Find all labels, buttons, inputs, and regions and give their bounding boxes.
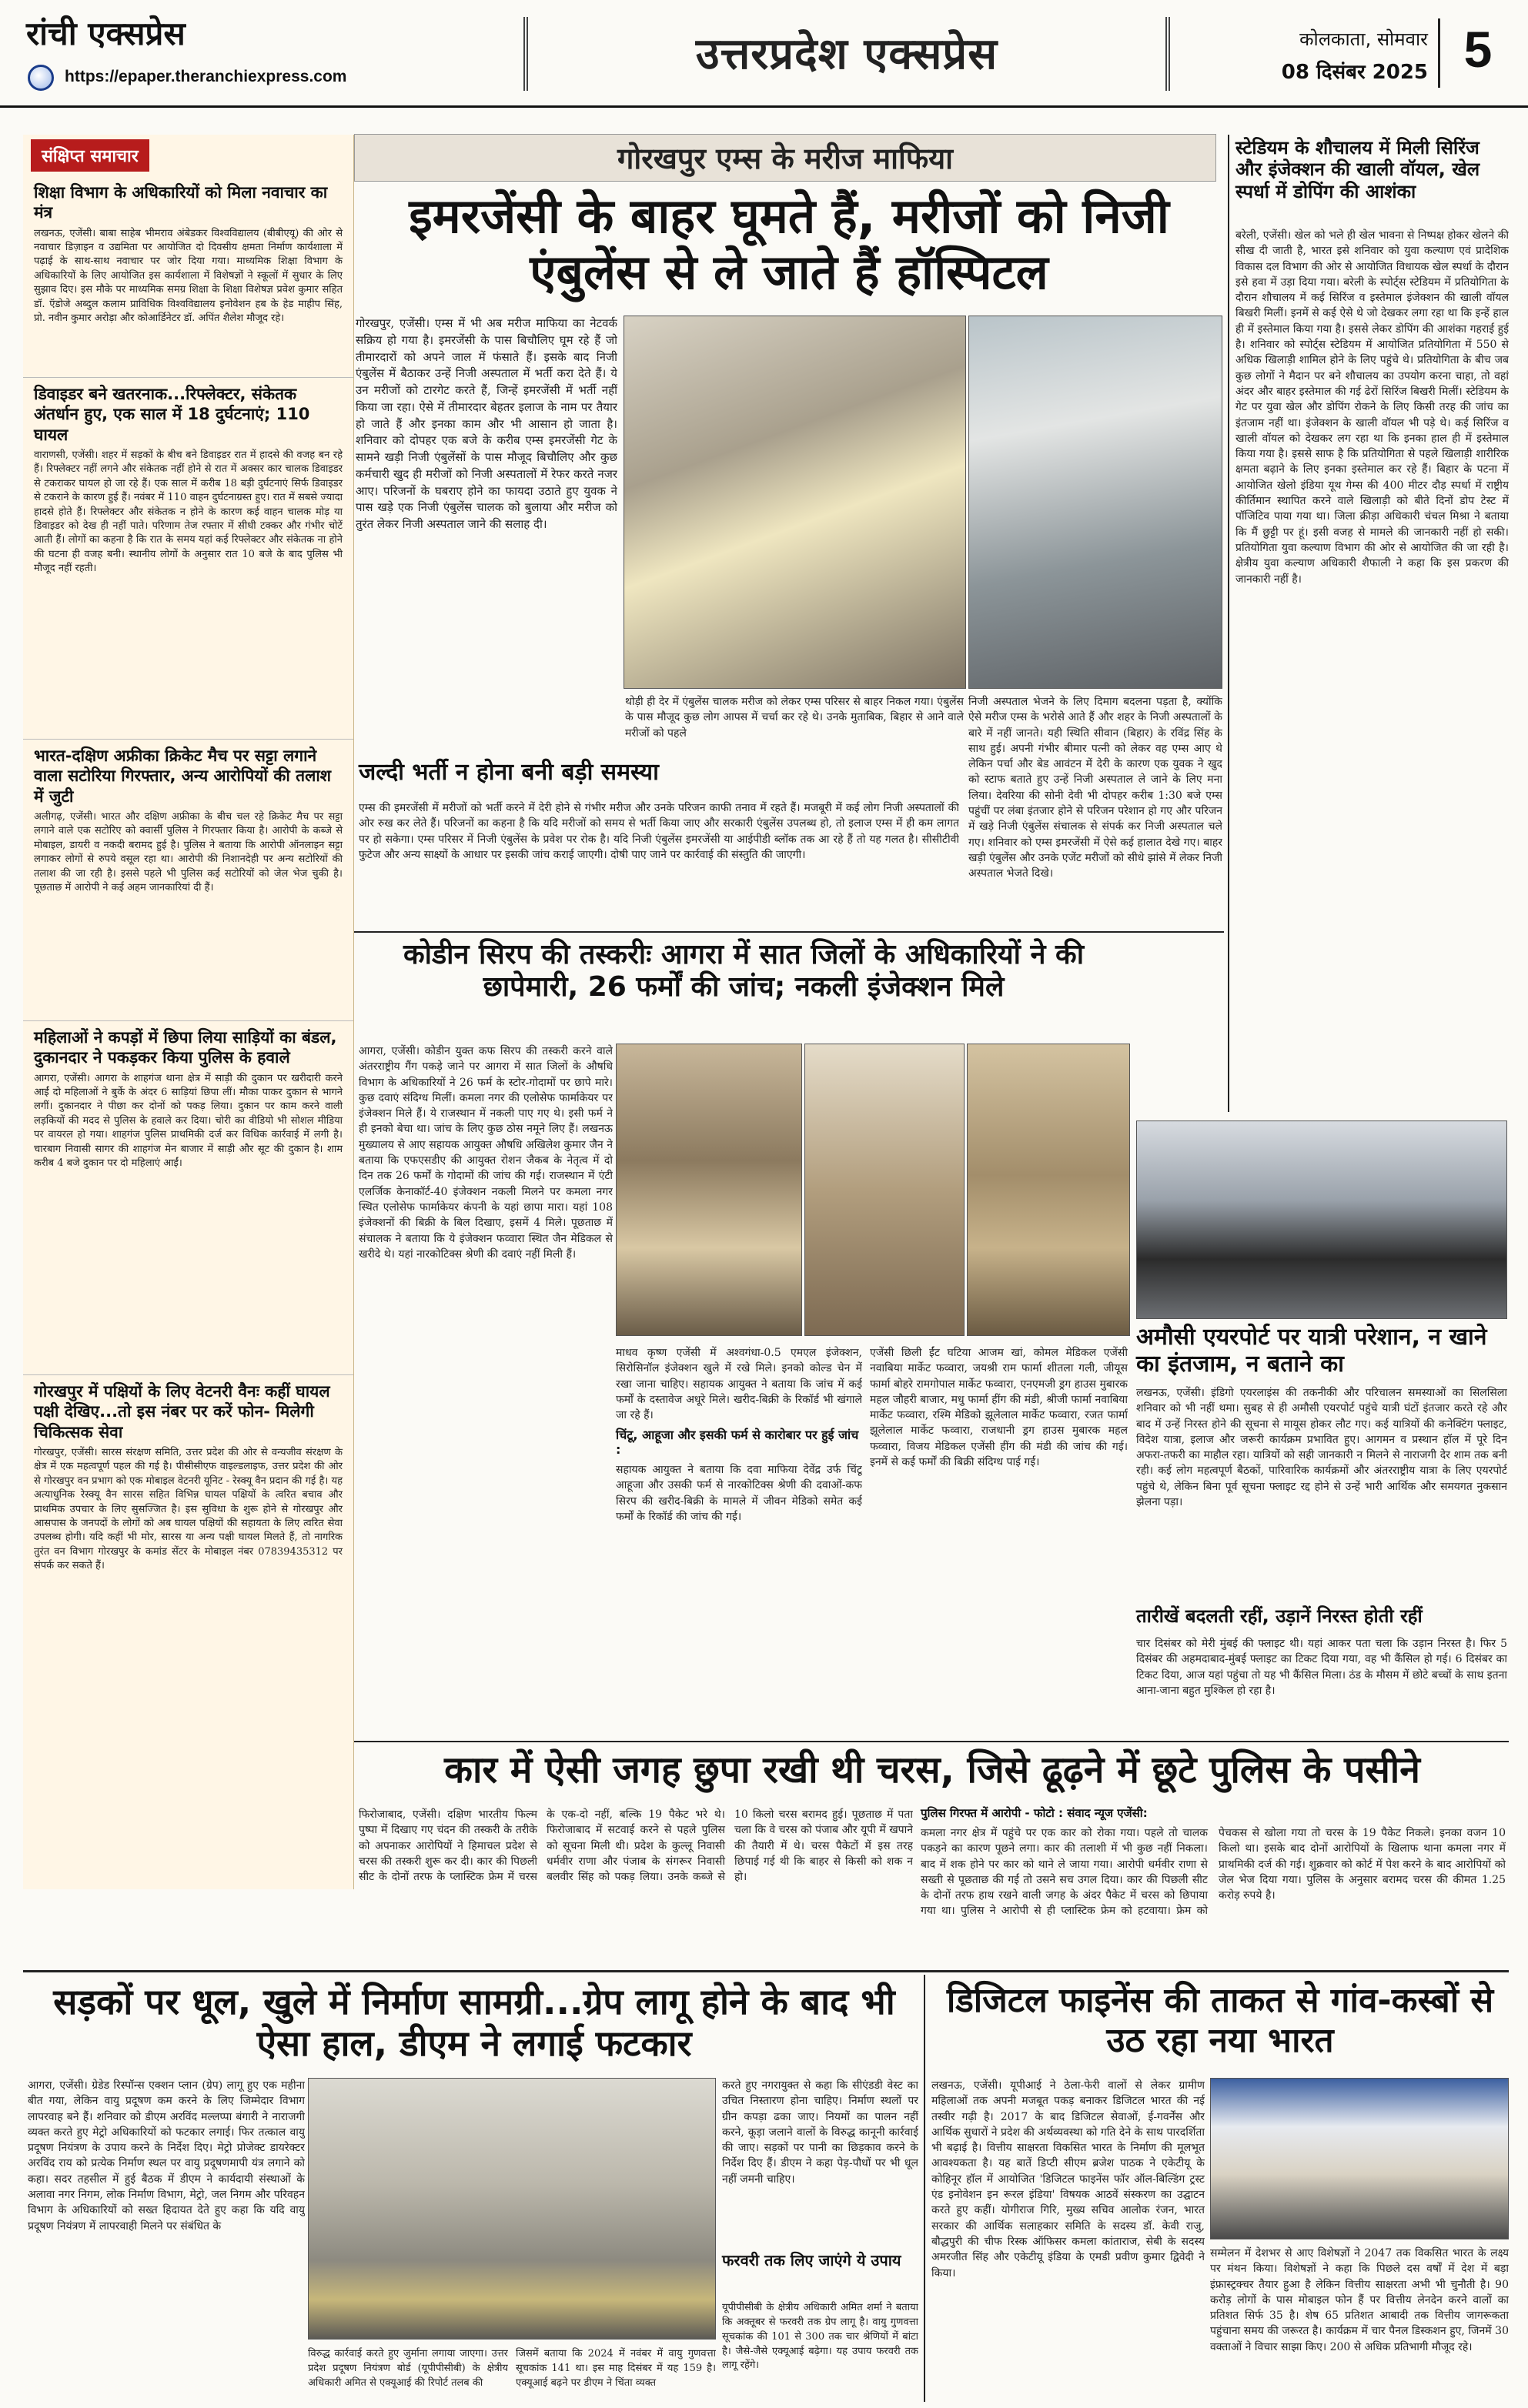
codeine-body: आगरा, एजेंसी। कोडीन युक्त कफ सिरप की तस्करी करने वाले अंतरराष्ट्रीय गैंग पकड़े जाने पर आगरा में सात जिलों के औषधि विभाग के अधिकारियों ने 26 फर्म के स्टोर-गोदामों पर छापे मारे। कुछ दवाएं संदिग्ध मिलीं। कमला नगर की एलोसेफ फार्माकेयर पर इंजेक्शन मिले हैं। ये राजस्थान में नकली पाए गए थे। इसी फर्म ने ही इनको बेचा था। जांच के लिए कुछ ठोस नमूने लिए हैं। लखनऊ मुख्यालय से आए सहायक आयुक्त औषधि अखिलेश कुमार जैन ने बताया कि एफएसडीए की आयुक्त रोशन जैकब के नेतृत्व में दो दिन तक 26 फर्मों के गोदामों की जांच की गई। राजस्थान में एंटी एलर्जिक केनाकॉर्ट-40 इंजेक्शन नकली मिलने पर कमला नगर स्थित एलोसेफ फार्माकेयर कंपनी के यहां छापा मारा। यहां 108 इंजेक्शनों की बिक्री के बिल दिखाए, इसमें 4 मिले। पूछताछ में संचालक ने बताया कि ये इंजेक्शन फव्वारा स्थित जैन मेडिकल से खरीदे थे। यहां नारकोटिक्स श्रेणी की दवाएं नहीं मिली हैं।	[359, 1045, 613, 1261]
globe-icon	[28, 65, 54, 91]
amausi-headline: अमौसी एयरपोर्ट पर यात्री परेशान, न खाने का इंतजाम, न बताने का	[1136, 1324, 1487, 1378]
paper-name: रांची एक्सप्रेस	[26, 15, 186, 52]
charas-subbody: कमला नगर क्षेत्र में पहुंचे पर एक कार को रोका गया। पहले तो चालक पकड़ने का कारण पूछने लगा। कार की तलाशी में भी कुछ नहीं निकला। बाद में शक होने पर कार को थाने ले जाया गया। आरोपी धर्मवीर राणा से सख्ती से पूछताछ की गई तो उसने सच उगल दिया। कार की पिछली सीट के दोनों तरफ हाथ रखने वाली जगह के अंदर पैकेट में चरस को छिपाया गया था। पुलिस ने आरोपी से ही प्लास्टिक फ्रेम को हटवाया। फ्रेम को पेचकस से खोला गया तो चरस के 19 पैकेट निकले। इनका वजन 10 किलो था। इसके बाद दोनों आरोपियों के खिलाफ थाना कमला नगर में प्राथमिकी दर्ज की गई। शुक्रवार को कोर्ट में पेश करने के बाद आरोपियों को जेल भेज दिया गया। पुलिस के अनुसार बरामद चरस की कीमत 1.25 करोड़ रुपये है।	[921, 1827, 1506, 1918]
gorakhpur-body: गोरखपुर, एजेंसी। एम्स में भी अब मरीज माफिया का नेटवर्क सक्रिय हो गया है। इमरजेंसी के पास बिचौलिए घूम रहे हैं जो तीमारदारों को अपने जाल में फंसाते हैं। इसके बाद निजी एंबुलेंस में बैठाकर उन्हें निजी अस्पताल में भर्ती करा देते हैं। ये उन मरीजों को टारगेट करते हैं, जिन्हें इमरजेंसी में भर्ती नहीं किया जा रहा। ऐसे में तीमारदार बेहतर इलाज के नाम पर तैयार हो जाते हैं और इनका काम और भी आसान हो जाता है। शनिवार को दोपहर एक बजे के करीब एम्स इमरजेंसी गेट के सामने खड़ी निजी एंबुलेंसों के पास मौजूद बिचौलिए और कुछ कर्मचारी खुद ही मरीजों को निजी अस्पतालों में रेफर करते नजर आए। परिजनों के घबराए होने का फायदा उठाते हुए युवक ने पास खड़े एक निजी एंबुलेंस चालक को बुलाया और मरीज को तुरंत लेकर निजी अस्पताल जाने की सलाह दी।	[356, 316, 617, 531]
dust-body: आगरा, एजेंसी। ग्रेडेड रिस्पॉन्स एक्शन प्लान (ग्रेप) लागू हुए एक महीना बीत गया, लेकिन वायु प्रदूषण कम करने के लिए जिम्मेदार विभाग लापरवाह बने हैं। शनिवार को डीएम अरविंद मल्लप्पा बंगारी ने नाराजगी व्यक्त करते हुए मेट्रो अधिकारियों को फटकार लगाई। फिर तत्काल वायु प्रदूषण नियंत्रण के उपाय करने के निर्देश दिए। मेट्रो प्रोजेक्ट डायरेक्टर अरविंद राय को प्रत्येक निर्माण स्थल पर वायु प्रदूषणमापी यंत्र लगाने को कहा। सदर तहसील में हुई बैठक में डीएम ने कार्यदायी संस्थाओं के अलावा नगर निगम, लोक निर्माण विभाग, मेट्रो, जल निगम और परिवहन विभाग के अधिकारियों को सख्त हिदायत देते हुए कहा कि यदि वायु प्रदूषण नियंत्रण में लापरवाही मिलने पर संबंधित के	[28, 2079, 305, 2233]
digital-col3: सम्मेलन में देशभर से आए विशेषज्ञों ने 2047 तक विकसित भारत के लक्ष्य पर मंथन किया। विशेषज्ञों ने कहा कि पिछले दस वर्षों में देश में बड़ा इंफ्रास्ट्रक्चर तैयार हुआ है लेकिन वित्तीय साक्षरता अभी भी चुनौती है। 90 करोड़ लोगों के पास मोबाइल फोन हैं पर वित्तीय लेनदेन करने वालों का प्रतिशत सिर्फ 35 है। शेष 65 प्रतिशत आबादी तक वित्तीय जागरूकता पहुंचाना समय की जरूरत है। कार्यक्रम में चार पैनल डिस्कशन हुए, जिनमें 30 वक्ताओं ने विचार साझा किए। 200 से अधिक प्रतिभागी मौजूद रहे।	[1210, 2247, 1509, 2353]
brief-news-sidebar	[23, 135, 354, 1889]
brief-body: आगरा, एजेंसी। आगरा के शाहगंज थाना क्षेत्र में साड़ी की दुकान पर खरीदारी करने आईं दो महिलाओं ने बुर्के के अंदर 6 साड़ियां छिपा लीं। मौका पाकर दुकान से भागने लगीं। दुकानदार ने पीछा कर दोनों को पकड़ लिया। दुकान पर काम करने वाली लड़कियों की मदद से पुलिस के हवाले कर दिया। चोरी का वीडियो भी सोशल मीडिया पर वायरल हो गया। शाहगंज पुलिस प्राथमिकी दर्ज कर विधिक कार्रवाई में लगी है। चारबाग निवासी सागर की शाहगंज मेन बाजार में साड़ी और सूट की दुकान है। शाम करीब 4 बजे दुकान पर दो महिलाएं आईं।	[34, 1072, 343, 1170]
hospital-gate-photo	[968, 316, 1222, 689]
divider	[354, 1741, 1509, 1742]
page-number-divider	[1438, 18, 1440, 88]
amausi-subbody: चार दिसंबर को मेरी मुंबई की फ्लाइट थी। यहां आकर पता चला कि उड़ान निरस्त है। फिर 5 दिसंबर की अहमदाबाद-मुंबई फ्लाइट का टिकट दिया गया, वह भी कैंसिल हो गई। 6 दिसंबर का टिकट दिया, आज यहां पहुंचा तो यह भी कैंसिल मिला। ठंड के मौसम में छोटे बच्चों के साथ इतना आना-जाना बहुत मुश्किल हो रहा है।	[1136, 1638, 1507, 1697]
codeine-body2: माधव कृष्ण एजेंसी में अश्वगंधा-0.5 एमएल इंजेक्शन, सिरोसिनॉल इंजेक्शन खुले में रखे मिले। इनको कोल्ड चेन में रखा जाना चाहिए। सहायक आयुक्त ने बताया कि जांच में कई फर्मों के दस्तावेज अधूरे मिले। खरीद-बिक्री के रिकॉर्ड भी खंगाले जा रहे हैं।	[616, 1347, 862, 1422]
brief-headline: डिवाइडर बने खतरनाक...रिफ्लेक्टर, संकेतक अंतर्धान हुए, एक साल में 18 दुर्घटनाएं; 110 घायल	[34, 385, 310, 444]
column-divider	[924, 1975, 925, 2402]
dust-headline: सड़कों पर धूल, खुले में निर्माण सामग्री...ग्रेप लागू होने के बाद भी ऐसा हाल, डीएम ने लगाई फटकार	[53, 1981, 895, 2065]
gorakhpur-kicker: गोरखपुर एम्स के मरीज माफिया	[354, 134, 1216, 182]
codeine-subhead: चिंटू, आहूजा और इसकी फर्म से कारोबार पर हुई जांच :	[616, 1428, 859, 1457]
amausi-body: लखनऊ, एजेंसी। इंडिगो एयरलाइंस की तकनीकी और परिचालन समस्याओं का सिलसिला शनिवार को भी नहीं थमा। सुबह से ही अमौसी एयरपोर्ट पहुंचे यात्री घंटों इंतजार करते रहे और बाद में उन्हें निरस्त होने की सूचना से मायूस होकर लौट गए। कई यात्रियों की कनेक्टिंग फ्लाइट, विदेश यात्रा, इलाज और जरूरी कार्यक्रम प्रभावित हुए। आगमन व प्रस्थान हॉल में पूरे दिन अफरा-तफरी का माहौल रहा। यात्रियों को सही जानकारी न मिलने से नाराजगी देर शाम तक बनी रही। कई लोग महत्वपूर्ण बैठकों, पारिवारिक कार्यक्रमों और अंतरराष्ट्रीय यात्रा के लिए एयरपोर्ट पहुंचे थे, लेकिन बिना पूर्व सूचना फ्लाइट रद्द होने से उन्हें भारी आर्थिक और समयगत नुकसान झेलना पड़ा।	[1136, 1387, 1507, 1509]
brief-item	[23, 378, 353, 740]
dust-col2: जिसमें बताया कि 2024 में नवंबर में वायु गुणवत्ता सूचकांक 141 था। इस माह दिसंबर में यह 159 है। एक्यूआई बढ़ने पर डीएम ने चिंता व्यक्त	[516, 2348, 716, 2389]
conference-photo	[1210, 2078, 1509, 2239]
dust-col3: करते हुए नगरायुक्त से कहा कि सीएंडडी वेस्ट का उचित निस्तारण होना चाहिए। निर्माण स्थलों पर ग्रीन कपड़ा ढका जाए। नियमों का पालन नहीं करने, कूड़ा जलाने वालों के विरुद्ध कानूनी कार्रवाई की जाए। सड़कों पर पानी का छिड़काव करने के निर्देश दिए हैं। डीएम ने कहा पेड़-पौधों पर भी धूल नहीं जमनी चाहिए।	[722, 2079, 918, 2186]
column-divider	[1228, 135, 1229, 1112]
epaper-url[interactable]: https://epaper.theranchiexpress.com	[65, 68, 347, 85]
city-day: कोलकाता, सोमवार	[1299, 28, 1428, 50]
brief-body: अलीगढ़, एजेंसी। भारत और दक्षिण अफ्रीका के बीच चल रहे क्रिकेट मैच पर सट्टा लगाने वाले एक सटोरिए को क्वार्सी पुलिस ने गिरफ्तार किया है। आरोपी के कब्जे से मोबाइल, डायरी व नकदी बरामद हुई है। पुलिस ने बताया कि आरोपी ऑनलाइन सट्टा लगाकर लोगों से रुपये वसूल रहा था। आरोपी की निशानदेही पर अन्य सटोरियों की तलाश की जा रही है। इससे पहले भी पुलिस कई सटोरियों को जेल भेज चुकी है। पूछताछ में आरोपी ने कई अहम जानकारियां दी हैं।	[34, 810, 343, 894]
brief-item	[23, 176, 353, 378]
brief-body: लखनऊ, एजेंसी। बाबा साहेब भीमराव अंबेडकर विश्वविद्यालय (बीबीएयू) की ओर से नवाचार डिज़ाइन व उद्यमिता पर आयोजित दो दिवसीय क्षमता निर्माण कार्यशाला में पढ़ाई के साथ-साथ नवाचार पर जोर दिया गया। माध्यमिक शिक्षा विभाग के अधिकारियों के लिए आयोजित इस कार्यशाला में विशेषज्ञों ने स्कूलों में सुधार के लिए सुझाव दिए। इस मौके पर माध्यमिक समग्र शिक्षा के शिक्षा विशेषज्ञ प्रवेश कुमार सहित डॉ. ऍडोजे अब्दुल कलाम प्राविधिक विश्वविद्यालय इनोवेशन हब के हेड माहीप सिंह, प्रो. नवीन कुमार अरोड़ा और कोआर्डिनेटर डॉ. अपिंत शैलेश मौजूद रहे।	[34, 227, 343, 325]
section-title: उत्तरप्रदेश एक्सप्रेस	[695, 29, 998, 79]
raid-photo-officials	[804, 1044, 965, 1336]
divider	[354, 931, 1224, 933]
masthead	[0, 0, 1528, 108]
brief-item	[23, 1375, 353, 1883]
brief-body: गोरखपुर, एजेंसी। सारस संरक्षण समिति, उत्तर प्रदेश की ओर से वन्यजीव संरक्षण के क्षेत्र में एक महत्वपूर्ण पहल की गई है। पीसीसीएफ वाइल्डलाइफ, उत्तर प्रदेश की ओर से गोरखपुर वन प्रभाग को एक मोबाइल वेटनरी यूनिट - रेस्क्यू वैन प्रदान की गई है। यह अत्याधुनिक रेस्क्यू वैन सारस सहित विभिन्न घायल पक्षियों के त्वरित बचाव और प्राथमिक उपचार के लिए सुसज्जित है। इस सुविधा के शुरू होने से गोरखपुर और आसपास के जनपदों के लोगों को अब घायल पक्षियों की सहायता के लिए त्वरित सेवा उपलब्ध होगी। यदि कहीं भी मोर, सारस या अन्य पक्षी घायल मिलते हैं, तो नागरिक तुरंत वन विभाग गोरखपुर के कमांड सेंटर के मोबाइल नंबर 07839435312 पर संपर्क कर सकते हैं।	[34, 1446, 343, 1572]
divider	[23, 1970, 1509, 1972]
codeine-headline: कोडीन सिरप की तस्करीः आगरा में सात जिलों के अधिकारियों ने की छापेमारी, 26 फर्मों की जांच; नकली इंजेक्शन मिले	[403, 939, 1085, 1004]
charas-body: फिरोजाबाद, एजेंसी। दक्षिण भारतीय फिल्म पुष्पा में दिखाए गए चंदन की तस्करी के तरीके को अपनाकर आरोपियों ने हिमाचल प्रदेश से चरस की तस्करी शुरू कर दी। कार की पिछली सीट के दोनों तरफ के प्लास्टिक फ्रेम में चरस के एक-दो नहीं, बल्कि 19 पैकेट भरे थे। फिरोजाबाद में सटवाई करने से पहले पुलिस को सूचना मिली थी। प्रदेश के कुल्लू निवासी धर्मवीर राणा और पंजाब के संगरूर निवासी बलवीर सिंह को पकड़ लिया। उनके कब्जे से 10 किलो चरस बरामद हुई। पूछताछ में पता चला कि वे चरस को पंजाब और यूपी में खपाने की तैयारी में थे। चरस पैकेटों में इस तरह छिपाई गई थी कि बाहर से किसी को शक न हो।	[359, 1809, 913, 1884]
brief-headline: गोरखपुर में पक्षियों के लिए वेटनरी वैनः कहीं घायल पक्षी देखिए...तो इस नंबर पर करें फोन- मिलेगी चिकित्सक सेवा	[34, 1382, 330, 1441]
brief-item	[23, 1021, 353, 1375]
smog-road-photo	[308, 2078, 716, 2340]
page-number: 5	[1463, 21, 1493, 78]
gorakhpur-subbody: एम्स की इमरजेंसी में मरीजों को भर्ती करने में देरी होने से गंभीर मरीज और उनके परिजन काफी तनाव में रहते हैं। मजबूरी में कई लोग निजी अस्पतालों की ओर रुख कर लेते हैं। परिजनों का कहना है कि यदि मरीजों को समय से भर्ती किया जाए और सरकारी एंबुलेंस उपलब्ध हो, तो इलाज एम्स में ही कम लागत पर हो सकेगा। एम्स परिसर में निजी एंबुलेंस के प्रवेश पर रोक है। यदि निजी एंबुलेंस इमरजेंसी या आईपीडी ब्लॉक तक आ रहे हैं तो यह गलत है। सीसीटीवी फुटेज और अन्य साक्ष्यों के आधार पर इसकी जांच कराई जाएगी। दोषी पाए जाने पर कार्रवाई की संस्तुति की जाएगी।	[359, 802, 959, 861]
stadium-body: बरेली, एजेंसी। खेल को भले ही खेल भावना से निष्पक्ष होकर खेलने की सीख दी जाती है, भारत इसे शनिवार को युवा कल्याण एवं प्रादेशिक विकास दल विभाग की ओर से आयोजित विधायक खेल स्पर्धा के दौरान इसे हवा में उड़ा दिया गया। बरेली के स्पोर्ट्स स्टेडियम में प्रतियोगिता के दौरान शौचालय में कई सिरिंज व इस्तेमाल इंजेक्शन की खाली वॉयल बिखरी मिलीं। इनमें से कई ऐसे थे जो देखकर लगा रहा था कि इन्हें हाल ही में इस्तेमाल किया गया है। इससे लेकर डोपिंग की आशंका गहराई हुई है। शनिवार को स्पोर्ट्स स्टेडियम में आयोजित प्रतियोगिता में 550 से अधिक खिलाड़ी शामिल होने के लिए पहुंचे थे। प्रतियोगिता के बीच जब कुछ लोगों ने मैदान पर बने शौचालय का उपयोग करना चाहा, तो वहां अंदर और बाहर इस्तेमाल की गई ढेरों सिरिंज बिखरी मिलीं। स्टेडियम के गेट पर युवा खेल और डोपिंग रोकने के लिए किसी तरह की जांच का इंतजाम नहीं था। इंजेक्शन के खाली वॉयल भी पड़े थे। कई सिरिंज व खाली वॉयल को देखकर लग रहा था कि इनका हाल ही में इस्तेमाल किया गया है। इससे साफ है कि प्रतियोगिता से पहले खिलाड़ी शारीरिक क्षमता बढ़ाने के लिए इनका इस्तेमाल कर रहे हैं। बिहार के पटना में आयोजित खेलो इंडिया यूथ गेम्स की 400 मीटर दौड़ स्पर्धा में राष्ट्रीय कीर्तिमान स्थापित करने वाले खिलाड़ी को बीते दिनों डोप टेस्ट में पॉजिटिव पाया गया था। जिला क्रीड़ा अधिकारी चंचल मिश्रा ने बताया कि मैं छुट्टी पर हूं। इसी वजह से मामले की जानकारी नहीं हो सकी। प्रतियोगिता युवा कल्याण विभाग की ओर से आयोजित की जा रही है। क्षेत्रीय युवा कल्याण अधिकारी शैफाली ने कहा कि इस प्रकरण की जानकारी नहीं है।	[1235, 229, 1509, 586]
sidebar-label: संक्षिप्त समाचार	[31, 139, 149, 172]
digital-body: लखनऊ, एजेंसी। यूपीआई ने ठेला-फेरी वालों से लेकर ग्रामीण महिलाओं तक अपनी मजबूत पकड़ बनाकर डिजिटल भारत की नई तस्वीर गढ़ी है। 2017 के बाद डिजिटल सेवाओं, ई-गवर्नेंस और आर्थिक सुधारों ने प्रदेश की अर्थव्यवस्था को गति देने के साथ पारदर्शिता भी बढ़ाई है। वित्तीय साक्षरता विकसित भारत के निर्माण की मूलभूत आवश्यकता है। यह बातें डिप्टी सीएम ब्रजेश पाठक ने एकेटीयू के कोहिनूर हॉल में आयोजित 'डिजिटल फाइनेंस फॉर ऑल-बिल्डिंग ट्रस्ट एंड इनोवेशन इन रूरल इंडिया' विषयक आठवें संस्करण का उद्घाटन करते हुए कहीं। योगीराज गिरि, मुख्य सचिव आलोक रंजन, भारत सरकार की आर्थिक सलाहकार समिति के सदस्य डॉ. केवी राजु, बौद्धपुरी की चीफ रिस्क ऑफिसर कमला कांताराज, सेबी के सदस्य अमरजीत सिंह और एकेटीयू इंडिया के एमडी प्रवीण कुमार द्विवेदी ने किया।	[931, 2079, 1205, 2279]
amausi-subhead: तारीखें बदलती रहीं, उड़ानें निरस्त होती रहीं	[1136, 1605, 1423, 1627]
brief-headline: महिलाओं ने कपड़ों में छिपा लिया साड़ियों का बंडल, दुकानदार ने पकड़कर किया पुलिस के हवाले	[34, 1028, 337, 1067]
digital-headline: डिजिटल फाइनेंस की ताकत से गांव-कस्बों से उठ रहा नया भारत	[946, 1981, 1494, 2060]
brief-headline: शिक्षा विभाग के अधिकारियों को मिला नवाचार का मंत्र	[34, 183, 328, 222]
airport-passengers-photo	[1136, 1121, 1507, 1319]
gorakhpur-subhead: जल्दी भर्ती न होना बनी बड़ी समस्या	[359, 759, 659, 786]
stadium-headline: स्टेडियम के शौचालय में मिली सिरिंज और इंजेक्शन की खाली वॉयल, खेल स्पर्धा में डोपिंग की आशंका	[1235, 137, 1480, 202]
brief-headline: भारत-दक्षिण अफ्रीका क्रिकेट मैच पर सट्टा लगाने वाला सटोरिया गिरफ्तार, अन्य आरोपियों की तलाश में जुटी	[34, 746, 332, 806]
gorakhpur-photo-caption: थोड़ी ही देर में एंबुलेंस चालक मरीज को लेकर एम्स परिसर से बाहर निकल गया। एंबुलेंस के पास मौजूद कुछ लोग आपस में चर्चा कर रहे थे। उनके मुताबिक, बिहार से आने वाले मरीजों को पहले	[625, 696, 964, 740]
raid-photo-shelves	[616, 1044, 802, 1336]
dust-subhead: फरवरी तक लिए जाएंगे ये उपाय	[722, 2251, 901, 2269]
brief-item	[23, 740, 353, 1021]
codeine-subbody: सहायक आयुक्त ने बताया कि दवा माफिया देवेंद्र उर्फ चिंटू आहूजा और उसकी फर्म से नारकोटिक्स श्रेणी की दवाओं-कफ सिरप की खरीद-बिक्री के मामले में जीवन मेडिको समेत कई फर्मों के रिकॉर्ड की जांच की गई।	[616, 1464, 862, 1523]
charas-headline: कार में ऐसी जगह छुपा रखी थी चरस, जिसे ढूढ़ने में छूटे पुलिस के पसीने	[444, 1748, 1420, 1792]
charas-subhead: पुलिस गिरफ्त में आरोपी - फोटो : संवाद न्यूज एजेंसी:	[921, 1806, 1148, 1820]
gorakhpur-headline: इमरजेंसी के बाहर घूमते हैं, मरीजों को निजी एंबुलेंस से ले जाते हैं हॉस्पिटल	[409, 188, 1169, 301]
ambulance-photo	[624, 316, 966, 689]
codeine-body3: एजेंसी छिली ईंट घटिया आजम खां, कोमल मेडिकल एजेंसी नवाबिया मार्केट फव्वारा, जयश्री राम फार्मा शीतला गली, जीयूस फार्मा बोहरे रामगोपाल मार्केट फव्वारा, एनएमजी ड्रग हाउस मुबारक महल जौहरी बाजार, मधु फार्मा हींग की मंडी, श्रीजी फार्मा नवाबिया मार्केट फव्वारा, रश्मि मेडिको झूलेलाल मार्केट फव्वारा, रजत फार्मा झूलेलाल मार्केट फव्वारा, राजधानी ड्रग हाउस मुबारक महल फव्वारा, विजय मेडिकल एजेंसी हींग की मंडी की जांच की गई। इनमें से कई फर्मों की बिक्री संदिग्ध पाई गई।	[870, 1347, 1128, 1469]
dust-subbody: यूपीपीसीबी के क्षेत्रीय अधिकारी अमित शर्मा ने बताया कि अक्तूबर से फरवरी तक ग्रेप लागू है। वायु गुणवत्ता सूचकांक की 101 से 300 तक चार श्रेणियों में बांटा है। जैसे-जैसे एक्यूआई बढ़ेगा। यह उपाय फरवरी तक लागू रहेंगे।	[722, 2302, 918, 2372]
raid-photo-boxes	[967, 1044, 1130, 1336]
gorakhpur-col3: निजी अस्पताल भेजने के लिए दिमाग बदलना पड़ता है, क्योंकि ऐसे मरीज एम्स के भरोसे आते हैं और शहर के निजी अस्पतालों के बारे में नहीं जानते। यही स्थिति सीवान (बिहार) के रविंद्र सिंह के साथ हुई। अपनी गंभीर बीमार पत्नी को लेकर वह एम्स आए थे लेकिन पर्चा और बेड आवंटन में देरी के कारण एक युवक ने खुद को स्टाफ बताते हुए उन्हें निजी अस्पताल ले जाने के लिए मना लिया। देवरिया की सोनी देवी भी दोपहर करीब 1:30 बजे एम्स पहुंचीं पर लंबा इंतजार होने से परिजन परेशान हो गए और परिजन में खड़े निजी एंबुलेंस संचालक से संपर्क कर निजी अस्पताल चले गए। शनिवार को एम्स इमरजेंसी में ऐसे कई हालात देखे गए। बाहर खड़ी एंबुलेंस और उनके एजेंट मरीजों को सीधे झांसे में लेकर निजी अस्पताल भेजते दिखे।	[968, 696, 1222, 880]
dust-caption: विरुद्ध कार्रवाई करते हुए जुर्माना लगाया जाएगा। उत्तर प्रदेश प्रदूषण नियंत्रण बोर्ड (यूपीपीसीबी) के क्षेत्रीय अधिकारी अमित से एक्यूआई की रिपोर्ट तलब की	[308, 2348, 508, 2389]
issue-date: 08 दिसंबर 2025	[1281, 61, 1428, 84]
brief-body: वाराणसी, एजेंसी। शहर में सड़कों के बीच बने डिवाइडर रात में हादसे की वजह बन रहे हैं। रिफ्लेक्टर नहीं लगने और संकेतक नहीं होने से रात में अक्सर कार चालक डिवाइडर से टकराकर घायल हो जा रहे हैं। एक साल में करीब 18 बड़ी दुर्घटनाएं सिर्फ डिवाइडर से टकराने के कारण हुई हैं। नवंबर में 110 वाहन दुर्घटनाग्रस्त हुए। रात में सबसे ज्यादा हादसे होते हैं। रिफ्लेक्टर और संकेतक न होने के कारण कई वाहन चालक मोड़ या डिवाइडर को देख ही नहीं पाते। परिणाम तेज रफ्तार में सीधी टक्कर और गंभीर चोटें आती हैं। लोगों का कहना है कि रात के समय यहां कई रिफ्लेक्टर और संकेतक ना होने की घटना ही वजह बनी। स्थानीय लोगों के अनुसार रात 10 बजे के बाद पुलिस भी मौजूद नहीं रहती।	[34, 449, 343, 575]
